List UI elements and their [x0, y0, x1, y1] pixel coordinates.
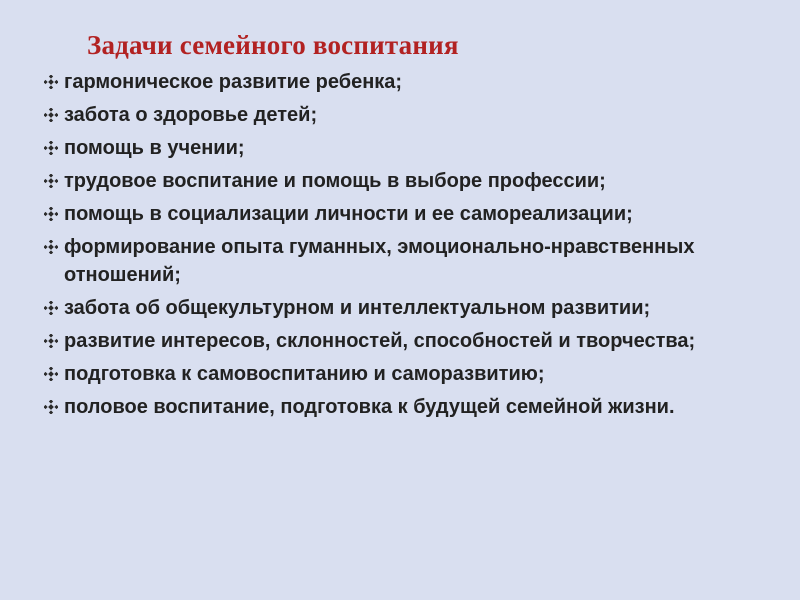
list-item	[44, 134, 774, 162]
diamond-bullet-icon	[44, 68, 64, 96]
tasks-list	[44, 68, 774, 426]
diamond-bullet-icon	[44, 393, 64, 421]
list-item-text: трудовое воспитание и помощь в выборе профессии;	[64, 170, 606, 192]
diamond-bullet-icon	[44, 101, 64, 129]
diamond-bullet-icon	[44, 200, 64, 228]
diamond-bullet-icon	[44, 294, 64, 322]
list-item	[44, 68, 774, 96]
diamond-bullet-icon	[44, 233, 64, 261]
list-item	[44, 200, 774, 228]
diamond-bullet-icon	[44, 167, 64, 195]
list-item	[44, 101, 774, 129]
diamond-bullet-icon	[44, 327, 64, 355]
diamond-bullet-icon	[44, 360, 64, 388]
list-item	[44, 393, 774, 421]
list-item-text: забота о здоровье детей;	[64, 104, 318, 126]
list-item-text: развитие интересов, склонностей, способностей и творчества;	[64, 330, 696, 352]
list-item-text: помощь в учении;	[64, 137, 245, 159]
list-item-text: формирование опыта гуманных, эмоционально-нравственных отношений;	[64, 236, 695, 286]
list-item	[44, 327, 774, 355]
list-item-text: половое воспитание, подготовка к будущей семейной жизни.	[64, 396, 675, 418]
list-item-text: гармоническое развитие ребенка;	[64, 71, 403, 93]
list-item	[44, 360, 774, 388]
diamond-bullet-icon	[44, 134, 64, 162]
list-item-text: забота об общекультурном и интеллектуальном развитии;	[64, 297, 651, 319]
list-item	[44, 233, 774, 289]
list-item	[44, 294, 774, 322]
list-item-text: подготовка к самовоспитанию и саморазвитию;	[64, 363, 545, 385]
slide-title: Задачи семейного воспитания	[87, 30, 459, 60]
list-item-text: помощь в социализации личности и ее самореализации;	[64, 203, 633, 225]
list-item	[44, 167, 774, 195]
